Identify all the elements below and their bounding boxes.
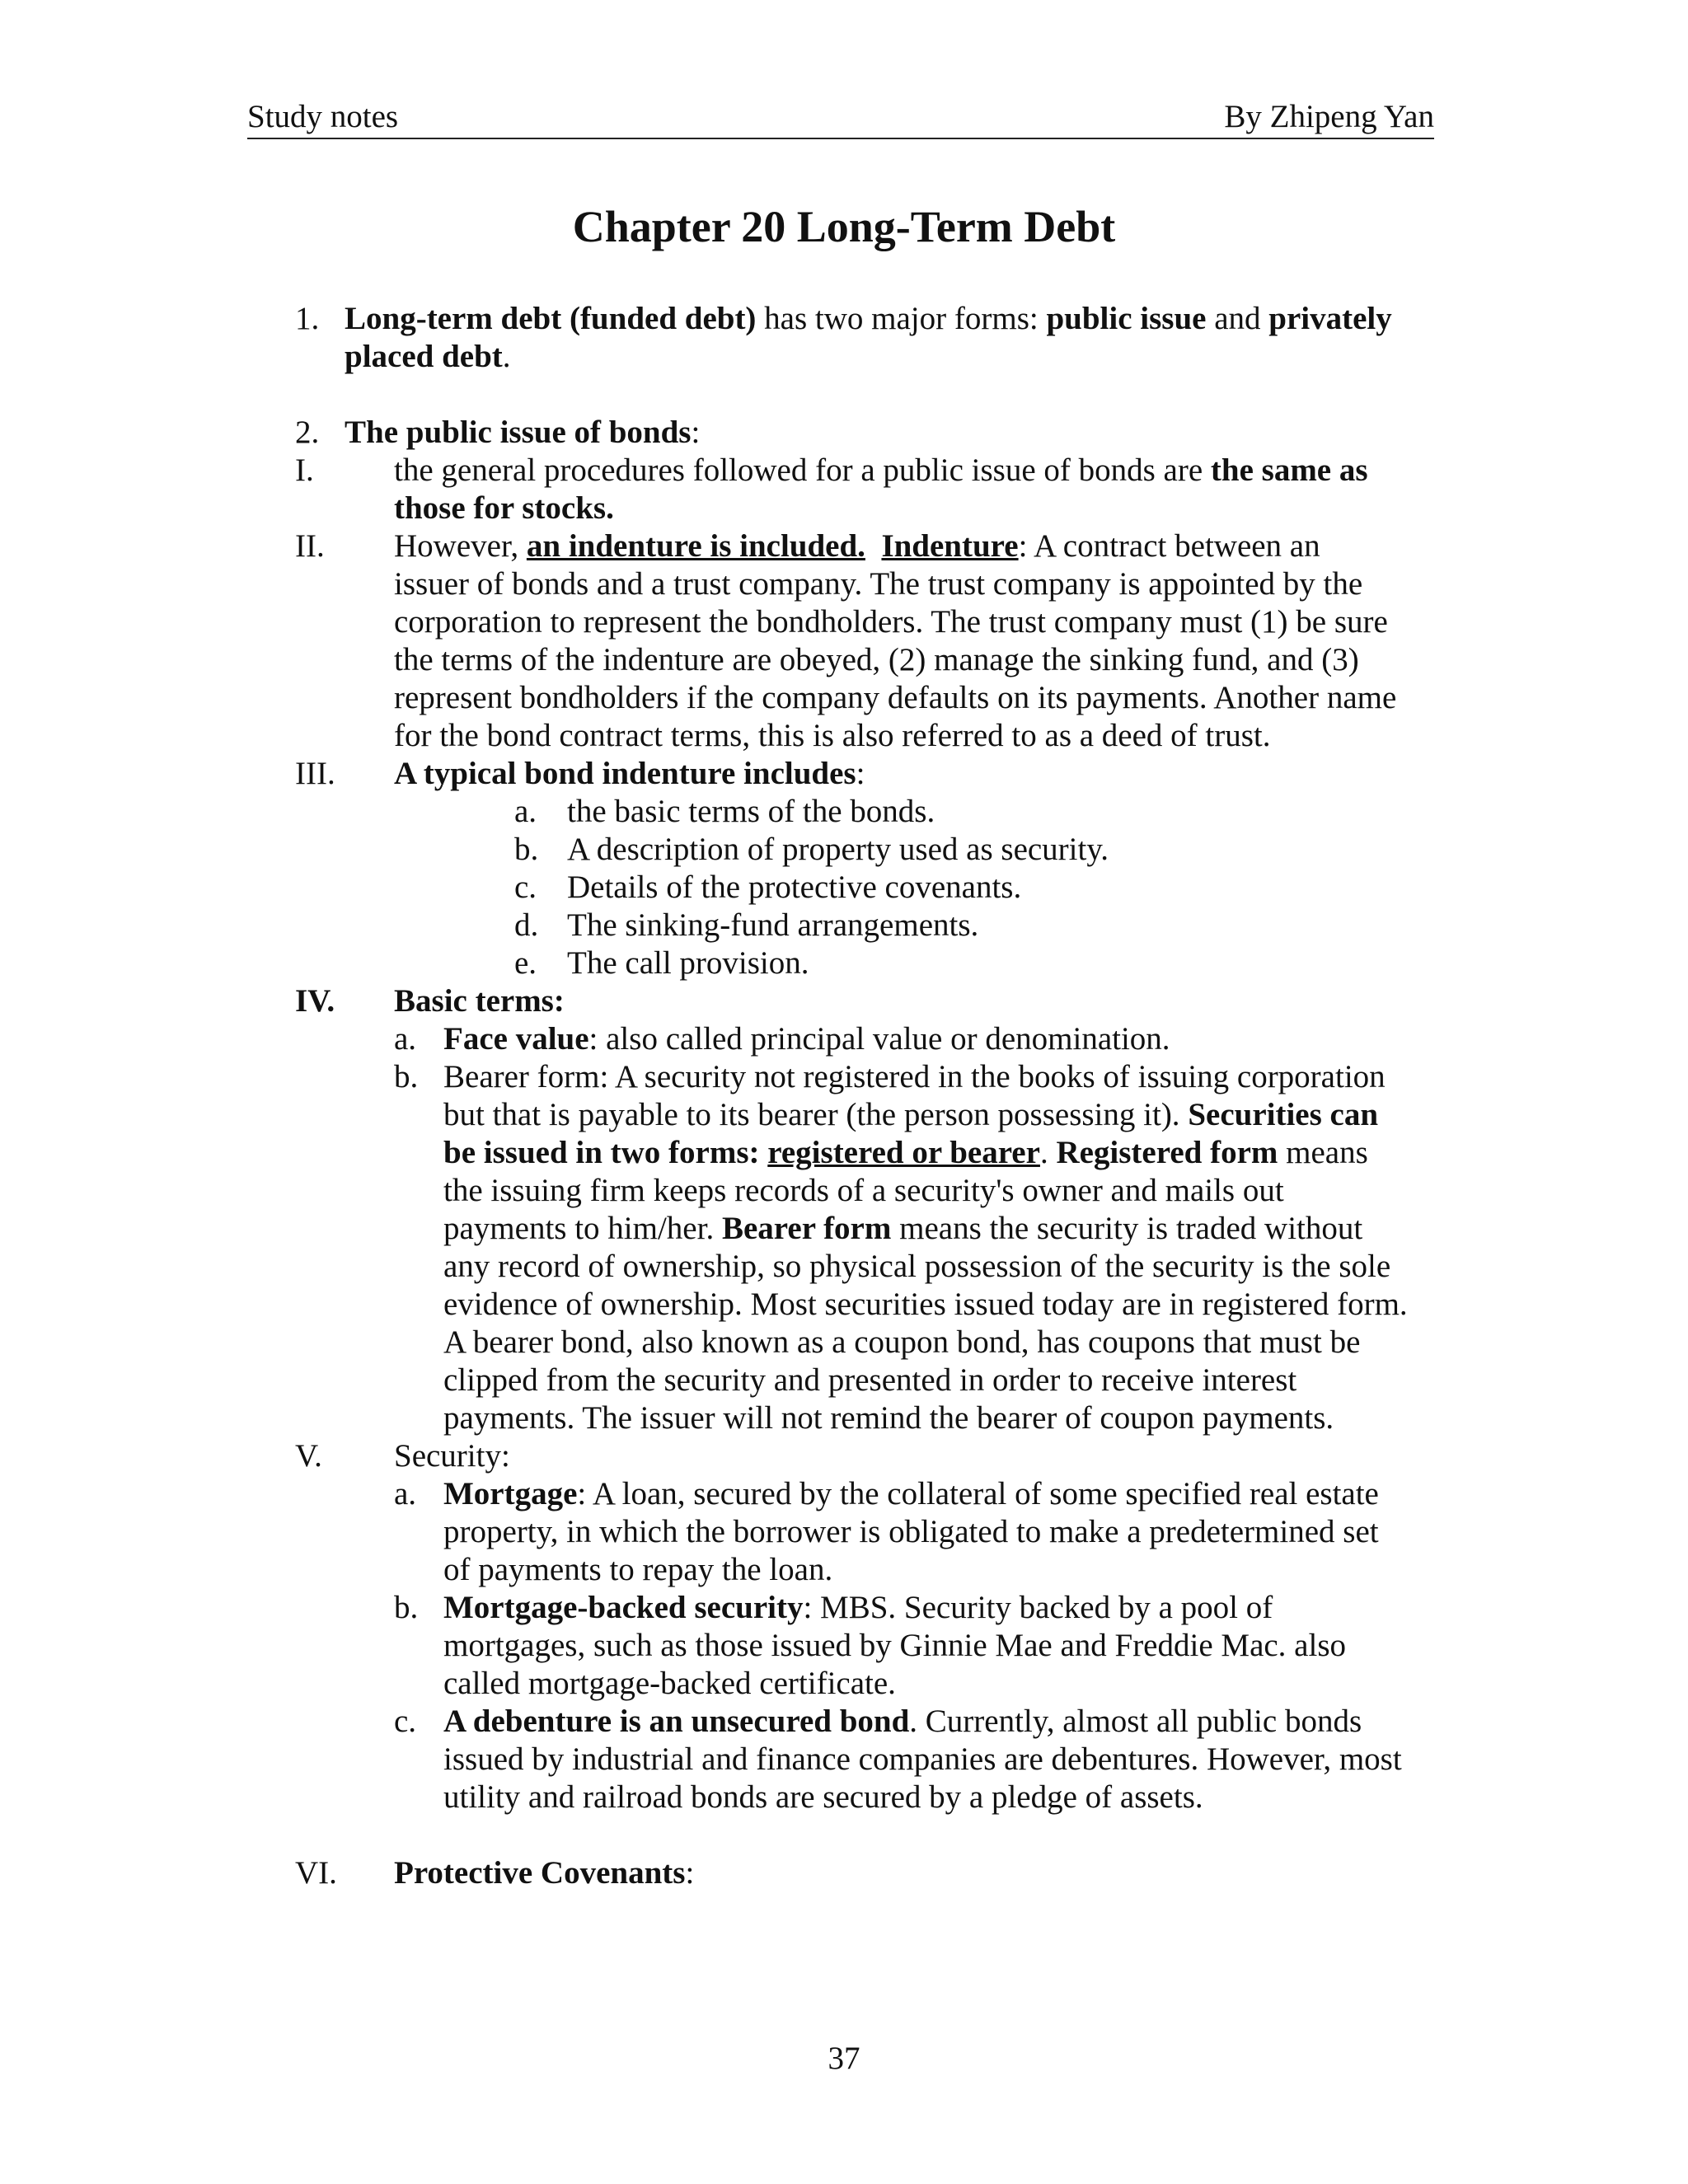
section-V-b-line-2: mortgages, such as those issued by Ginnie Mae and Freddie Mac. also: [443, 1628, 1347, 1663]
section-IV-heading: Basic terms:: [394, 983, 565, 1019]
section-V-a-line-1: Mortgage: A loan, secured by the collateral of some specified real estate: [443, 1476, 1379, 1511]
indenture-term: Indenture: [881, 528, 1019, 564]
list-item: the basic terms of the bonds.: [567, 794, 935, 829]
item-1-line-2: placed debt.: [345, 339, 511, 374]
list-item: The call provision.: [567, 945, 809, 981]
section-V-a-line-3: of payments to repay the loan.: [443, 1552, 833, 1587]
section-V-c-line-3: utility and railroad bonds are secured by a pledge of assets.: [443, 1779, 1203, 1815]
section-I-number: I.: [295, 452, 314, 488]
section-IV-b-line-5: payments to him/her. Bearer form means the security is traded without: [443, 1211, 1363, 1246]
section-II-line-6: for the bond contract terms, this is also referred to as a deed of trust.: [394, 718, 1271, 753]
section-IV-b-line-9: clipped from the security and presented in order to receive interest: [443, 1362, 1297, 1398]
section-V-c-line-1: A debenture is an unsecured bond. Currently, almost all public bonds: [443, 1704, 1362, 1739]
page-number: 37: [828, 2041, 860, 2076]
section-III-heading: A typical bond indenture includes:: [394, 756, 865, 791]
section-V-b-letter: b.: [394, 1590, 419, 1625]
section-V-number: V.: [295, 1438, 322, 1474]
list-item: Details of the protective covenants.: [567, 869, 1022, 905]
section-III-number: III.: [295, 756, 335, 791]
section-IV-b-line-3: be issued in two forms: registered or bearer. Registered form means: [443, 1135, 1368, 1170]
section-IV-b-line-10: payments. The issuer will not remind the bearer of coupon payments.: [443, 1400, 1334, 1436]
section-II-line-5: represent bondholders if the company defaults on its payments. Another name: [394, 680, 1397, 715]
item-2-heading: The public issue of bonds:: [345, 415, 701, 450]
section-IV-a-letter: a.: [394, 1021, 417, 1057]
section-IV-b-line-8: A bearer bond, also known as a coupon bond, has coupons that must be: [443, 1324, 1361, 1360]
section-IV-b-line-7: evidence of ownership. Most securities issued today are in registered form.: [443, 1286, 1408, 1322]
section-V-a-letter: a.: [394, 1476, 417, 1511]
list-item: The sinking-fund arrangements.: [567, 907, 979, 943]
item-1-line-1: Long-term debt (funded debt) has two major forms: public issue and privately: [345, 301, 1392, 336]
section-IV-a-line: Face value: also called principal value or denomination.: [443, 1021, 1170, 1057]
section-IV-number: IV.: [295, 983, 335, 1019]
list-item-letter: a.: [514, 794, 537, 829]
section-I-line-1: the general procedures followed for a public issue of bonds are the same as: [394, 452, 1368, 488]
section-V-c-line-2: issued by industrial and finance companies are debentures. However, most: [443, 1741, 1402, 1777]
section-II-line-1: However, an indenture is included. Indenture: A contract between an: [394, 528, 1320, 564]
list-item-letter: d.: [514, 907, 539, 943]
item-2-number: 2.: [295, 415, 320, 450]
item-1-number: 1.: [295, 301, 320, 336]
section-V-b-line-3: called mortgage-backed certificate.: [443, 1666, 896, 1701]
section-VI-heading: Protective Covenants:: [394, 1855, 695, 1891]
list-item-letter: c.: [514, 869, 537, 905]
section-V-a-line-2: property, in which the borrower is obligated to make a predetermined set: [443, 1514, 1379, 1549]
section-II-line-4: the terms of the indenture are obeyed, (2) manage the sinking fund, and (3): [394, 642, 1359, 677]
page-header: [247, 98, 1434, 139]
list-item: A description of property used as security.: [567, 832, 1109, 867]
chapter-title: Chapter 20 Long-Term Debt: [572, 202, 1116, 251]
header-left: Study notes: [247, 99, 399, 134]
section-V-heading: Security:: [394, 1438, 510, 1474]
section-II-number: II.: [295, 528, 325, 564]
section-V-c-letter: c.: [394, 1704, 417, 1739]
term-long-term-debt: Long-term debt (funded debt): [345, 301, 757, 336]
section-V-b-line-1: Mortgage-backed security: MBS. Security backed by a pool of: [443, 1590, 1273, 1625]
list-item-letter: b.: [514, 832, 539, 867]
section-II-line-2: issuer of bonds and a trust company. The trust company is appointed by the: [394, 566, 1363, 602]
section-IV-b-line-2: but that is payable to its bearer (the person possessing it). Securities can: [443, 1097, 1379, 1132]
section-I-line-2: those for stocks.: [394, 490, 614, 526]
header-right: By Zhipeng Yan: [1224, 99, 1434, 134]
section-IV-b-line-4: the issuing firm keeps records of a security's owner and mails out: [443, 1173, 1284, 1208]
list-item-letter: e.: [514, 945, 537, 981]
section-IV-b-line-1: Bearer form: A security not registered in the books of issuing corporation: [443, 1059, 1386, 1094]
section-IV-b-letter: b.: [394, 1059, 419, 1094]
section-IV-b-line-6: any record of ownership, so physical possession of the security is the sole: [443, 1249, 1391, 1284]
indenture-note: an indenture is included.: [526, 528, 865, 564]
section-II-line-3: corporation to represent the bondholders. The trust company must (1) be sure: [394, 604, 1388, 640]
section-VI-number: VI.: [295, 1855, 337, 1891]
